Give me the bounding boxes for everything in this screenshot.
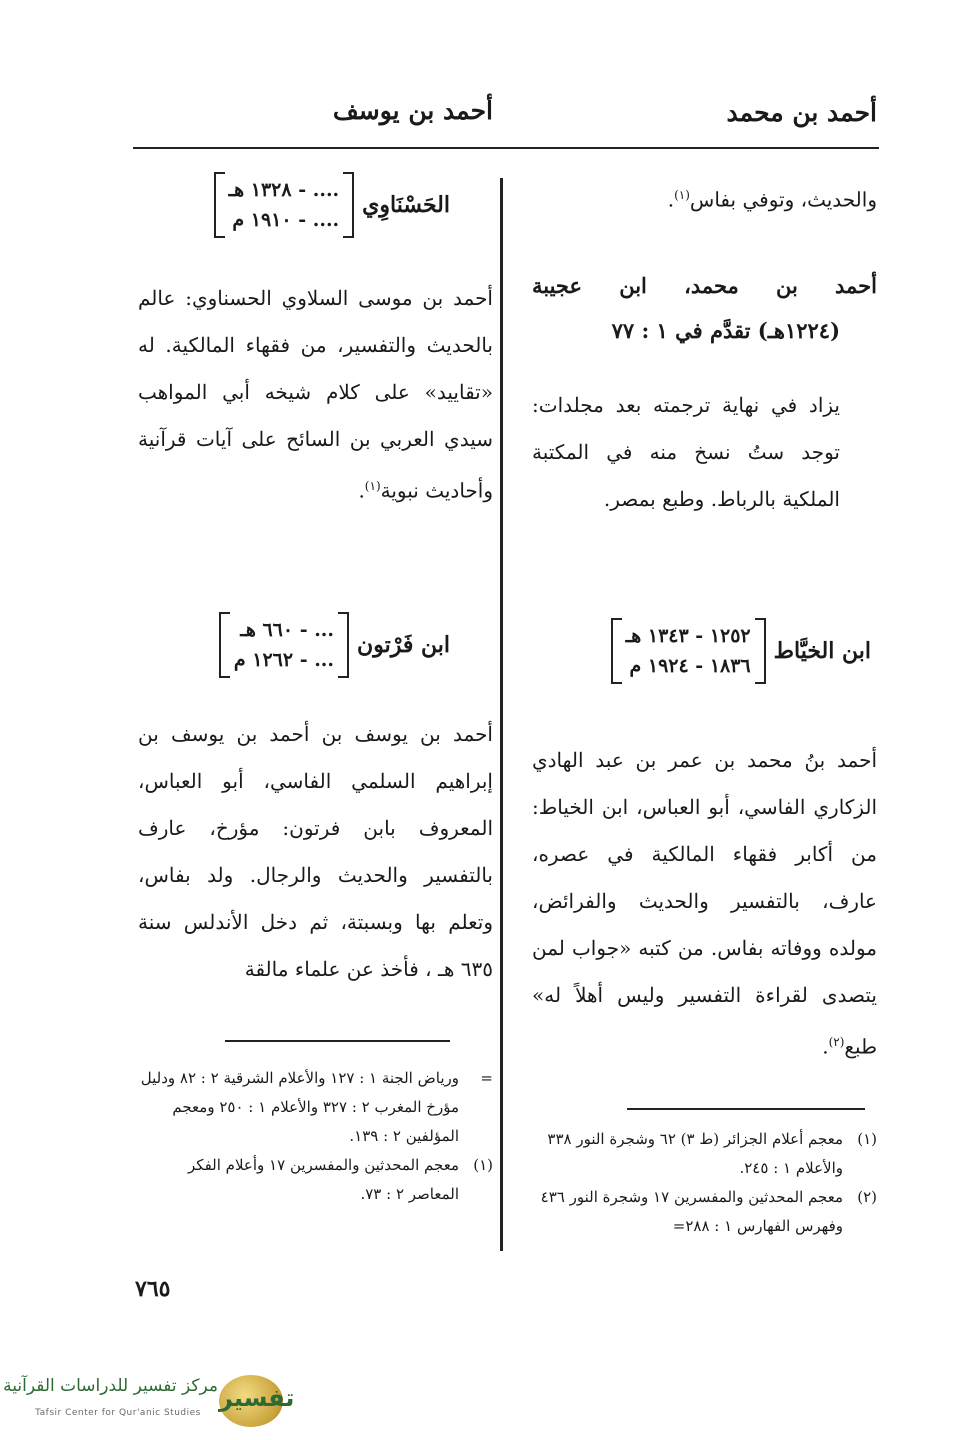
entry-dates (225, 175, 344, 235)
footnotes-left (138, 1064, 493, 1209)
footnote-text: معجم أعلام الجزائر (ط ٣) ٦٢ وشجرة النور ٣٣٨ والأعلام ١ : ٢٤٥. (547, 1130, 843, 1177)
footnote-number: (١) (857, 1130, 877, 1148)
column-divider (500, 178, 503, 1251)
page-number: ٧٦٥ (135, 1276, 171, 1302)
logo-globe-word: تفسير (219, 1384, 295, 1412)
footnote-number: = (480, 1069, 493, 1087)
footnote-item (138, 1151, 493, 1209)
dates-gregorian: ١٨٣٦ - ١٩٢٤ م (629, 655, 751, 677)
entry-body-end: . (358, 478, 365, 503)
bracket-open (755, 618, 766, 684)
bracket-close (219, 612, 230, 678)
footnote-item (532, 1183, 877, 1241)
entry-header-ibn-al-khayyat (611, 618, 871, 684)
logo-arabic-text: مركز تفسير للدراسات القرآنية (3, 1376, 218, 1396)
entry-heading-ibn-ajiba-ref: (١٢٢٤هـ) تقدَّم في ١ : ٧٧ (611, 318, 840, 343)
entry-body-text: أحمد بنُ محمد بن عمر بن عبد الهادي الزكاري الفاسي، أبو العباس، ابن الخياط: من أكابر فقهاء المالكية في عصره، عارف، بالتفسير والحديث والفرائض، مولده ووفاته بفاس. من كتبه «جواب لمن يتصدى لقراءة التفسير وليس أهلاً له» طبع (532, 748, 877, 1059)
entry-body-ibn-ajiba: يزاد في نهاية ترجمته بعد مجلدات: توجد ستُ نسخ منه في المكتبة الملكية بالرباط. وطبع بمصر. (532, 393, 840, 511)
entry-body-hasnawi (138, 275, 493, 515)
bracket-open (338, 612, 349, 678)
footnote-ref: (١) (364, 479, 381, 493)
dates-hijri: .... - ١٣٢٨ هـ (228, 179, 340, 201)
footnote-ref: (١) (674, 188, 690, 202)
footnote-rule-right (627, 1108, 865, 1110)
entry-dates (622, 621, 755, 681)
footnote-text: ورياض الجنة ١ : ١٢٧ والأعلام الشرقية ٢ : ٨٢ ودليل مؤرخ المغرب ٢ : ٣٢٧ والأعلام ١ : ٢٥٠ ومعجم المؤلفين ٢ : ١٣٩. (140, 1069, 459, 1145)
footnotes-right (532, 1125, 877, 1241)
footnote-item (532, 1125, 877, 1183)
footnote-text: معجم المحدثين والمفسرين ١٧ وشجرة النور ٤٣٦ وفهرس الفهارس ١ : ٢٨٨= (540, 1188, 843, 1235)
dates-gregorian: .... - ١٩١٠ م (232, 209, 340, 231)
continuation-body: والحديث، وتوفي بفاس (689, 187, 877, 212)
footnote-ref: (٢) (828, 1035, 845, 1049)
footnote-rule-left (225, 1040, 450, 1042)
dates-hijri: ١٢٥٢ - ١٣٤٣ هـ (625, 625, 751, 647)
bracket-close (214, 172, 225, 238)
entry-body-end: . (822, 1034, 829, 1059)
entry-name: ابن الخيَّاط (773, 638, 871, 664)
tafsir-center-logo (3, 1372, 295, 1430)
entry-dates (230, 615, 338, 675)
bracket-close (611, 618, 622, 684)
bracket-open (343, 172, 354, 238)
continuation-end: . (667, 187, 675, 212)
continuation-text (532, 172, 877, 224)
dates-hijri: ... - ٦٦٠ هـ (240, 619, 335, 641)
entry-body-text: أحمد بن موسى السلاوي الحسناوي: عالم بالحديث والتفسير، من فقهاء المالكية. له «تقاييد» على كلام شيخه أبي المواهب سيدي العربي بن السائح على آيات قرآنية وأحاديث نبوية (138, 286, 493, 503)
header-rule (133, 147, 879, 149)
footnote-number: (١) (473, 1156, 493, 1174)
entry-header-ibn-fartun (219, 612, 450, 678)
entry-header-hasnawi (214, 172, 450, 238)
entry-heading-ibn-ajiba: أحمد بن محمد، ابن عجيبة (532, 273, 877, 298)
footnote-number: (٢) (857, 1188, 877, 1206)
entry-name: الحَسْنَاوِي (362, 192, 450, 218)
logo-english-text: Tafsir Center for Qur'anic Studies (35, 1408, 201, 1418)
running-header-right: أحمد بن محمد (726, 98, 877, 127)
footnote-item (138, 1064, 493, 1151)
dates-gregorian: ... - ١٢٦٢ م (233, 649, 335, 671)
entry-body-ibn-fartun: أحمد بن يوسف بن أحمد بن يوسف بن إبراهيم السلمي الفاسي، أبو العباس، المعروف بابن فرتون: مؤرخ، عارف بالتفسير والحديث والرجال. ولد بفاس، وتعلم بها وبسبتة، ثم دخل الأندلس سنة ٦٣٥ هـ ، فأخذ عن علماء مالقة (138, 722, 493, 981)
running-header-center: أحمد بن يوسف (332, 96, 493, 125)
entry-name: ابن فَرْتون (357, 632, 450, 658)
footnote-text: معجم المحدثين والمفسرين ١٧ وأعلام الفكر المعاصر ٢ : ٧٣. (188, 1156, 459, 1203)
entry-body-ibn-al-khayyat (532, 737, 877, 1071)
